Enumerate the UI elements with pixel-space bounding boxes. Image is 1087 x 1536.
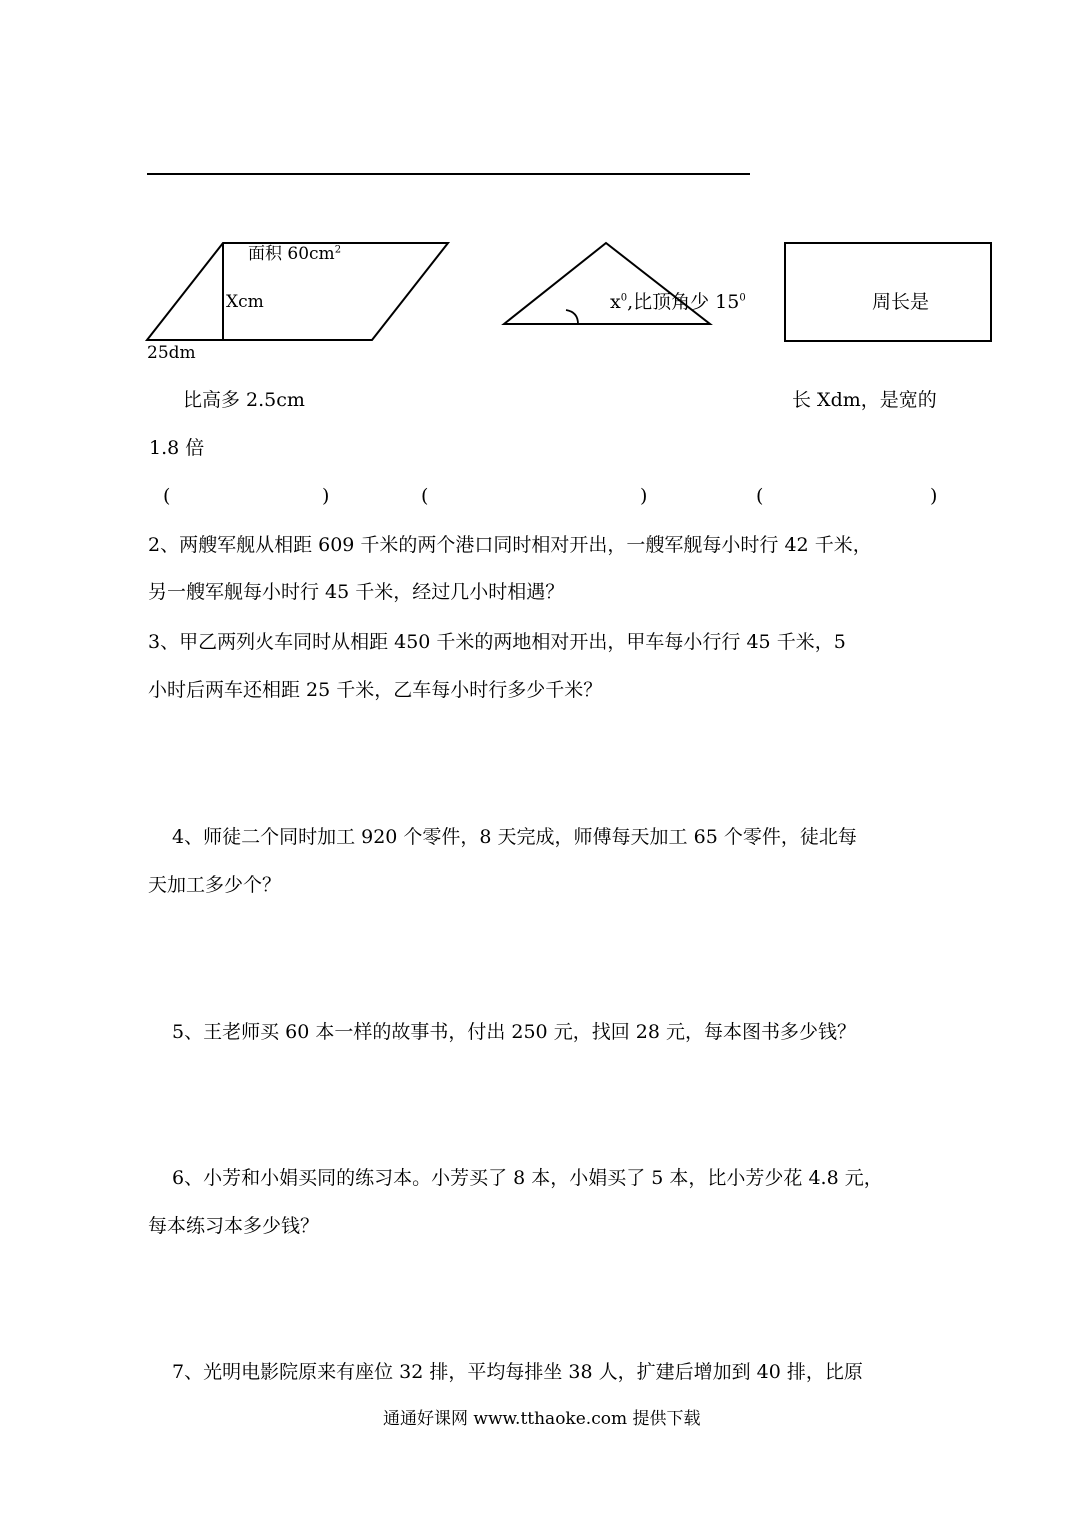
problem-2-line2: 另一艘军舰每小时行 45 千米，经过几小时相遇？ (148, 581, 565, 603)
answer-blank-left-open: ( (163, 485, 171, 507)
rectangle-perimeter-label: 周长是 (872, 291, 930, 313)
parallelogram-caption: 比高多 2.5cm (183, 389, 305, 411)
problem-5-line1: 5、王老师买 60 本一样的故事书，付出 250 元，找回 28 元，每本图书多少钱？ (172, 1021, 856, 1043)
triangle-angle-label: $x^0$,比顶角少 $15^0$ (610, 291, 746, 313)
parallelogram-base-label: 25dm (147, 343, 196, 363)
problem-6-line1: 6、小芳和小娟买同的练习本。小芳买了 8 本，小娟买了 5 本，比小芳少花 4.8 元， (172, 1167, 883, 1189)
triangle-angle-arc (566, 310, 578, 324)
answer-blank-left-close: ) (322, 485, 330, 507)
problem-2-line1: 2、两艘军舰从相距 609 千米的两个港口同时相对开出，一艘军舰每小时行 42 千米， (148, 534, 872, 556)
answer-blank-mid-open: ( (421, 485, 429, 507)
answer-blank-mid-close: ) (640, 485, 648, 507)
problem-4-line2: 天加工多少个？ (148, 874, 282, 896)
answer-blank-right-open: ( (756, 485, 764, 507)
answer-blank-right-close: ) (930, 485, 938, 507)
problem-3-line2: 小时后两车还相距 25 千米，乙车每小时行多少千米？ (148, 679, 603, 701)
problem-3-line1: 3、甲乙两列火车同时从相距 450 千米的两地相对开出，甲车每小行行 45 千米，5 (148, 631, 846, 653)
problem-4-line1: 4、师徒二个同时加工 920 个零件，8 天完成，师傅每天加工 65 个零件，徒北每 (172, 826, 857, 848)
page-footer: 通通好课网 www.tthaoke.com 提供下载 (383, 1409, 701, 1429)
rectangle-caption-line2: 1.8 倍 (149, 437, 205, 459)
parallelogram-area-label: 面积 $60cm^2$ (248, 244, 342, 264)
rectangle-caption-line1: 长 Xdm，是宽的 (792, 389, 937, 411)
problem-7-line1: 7、光明电影院原来有座位 32 排，平均每排坐 38 人，扩建后增加到 40 排，比原 (172, 1361, 863, 1383)
parallelogram-height-label: Xcm (226, 292, 264, 312)
problem-6-line2: 每本练习本多少钱？ (148, 1215, 320, 1237)
